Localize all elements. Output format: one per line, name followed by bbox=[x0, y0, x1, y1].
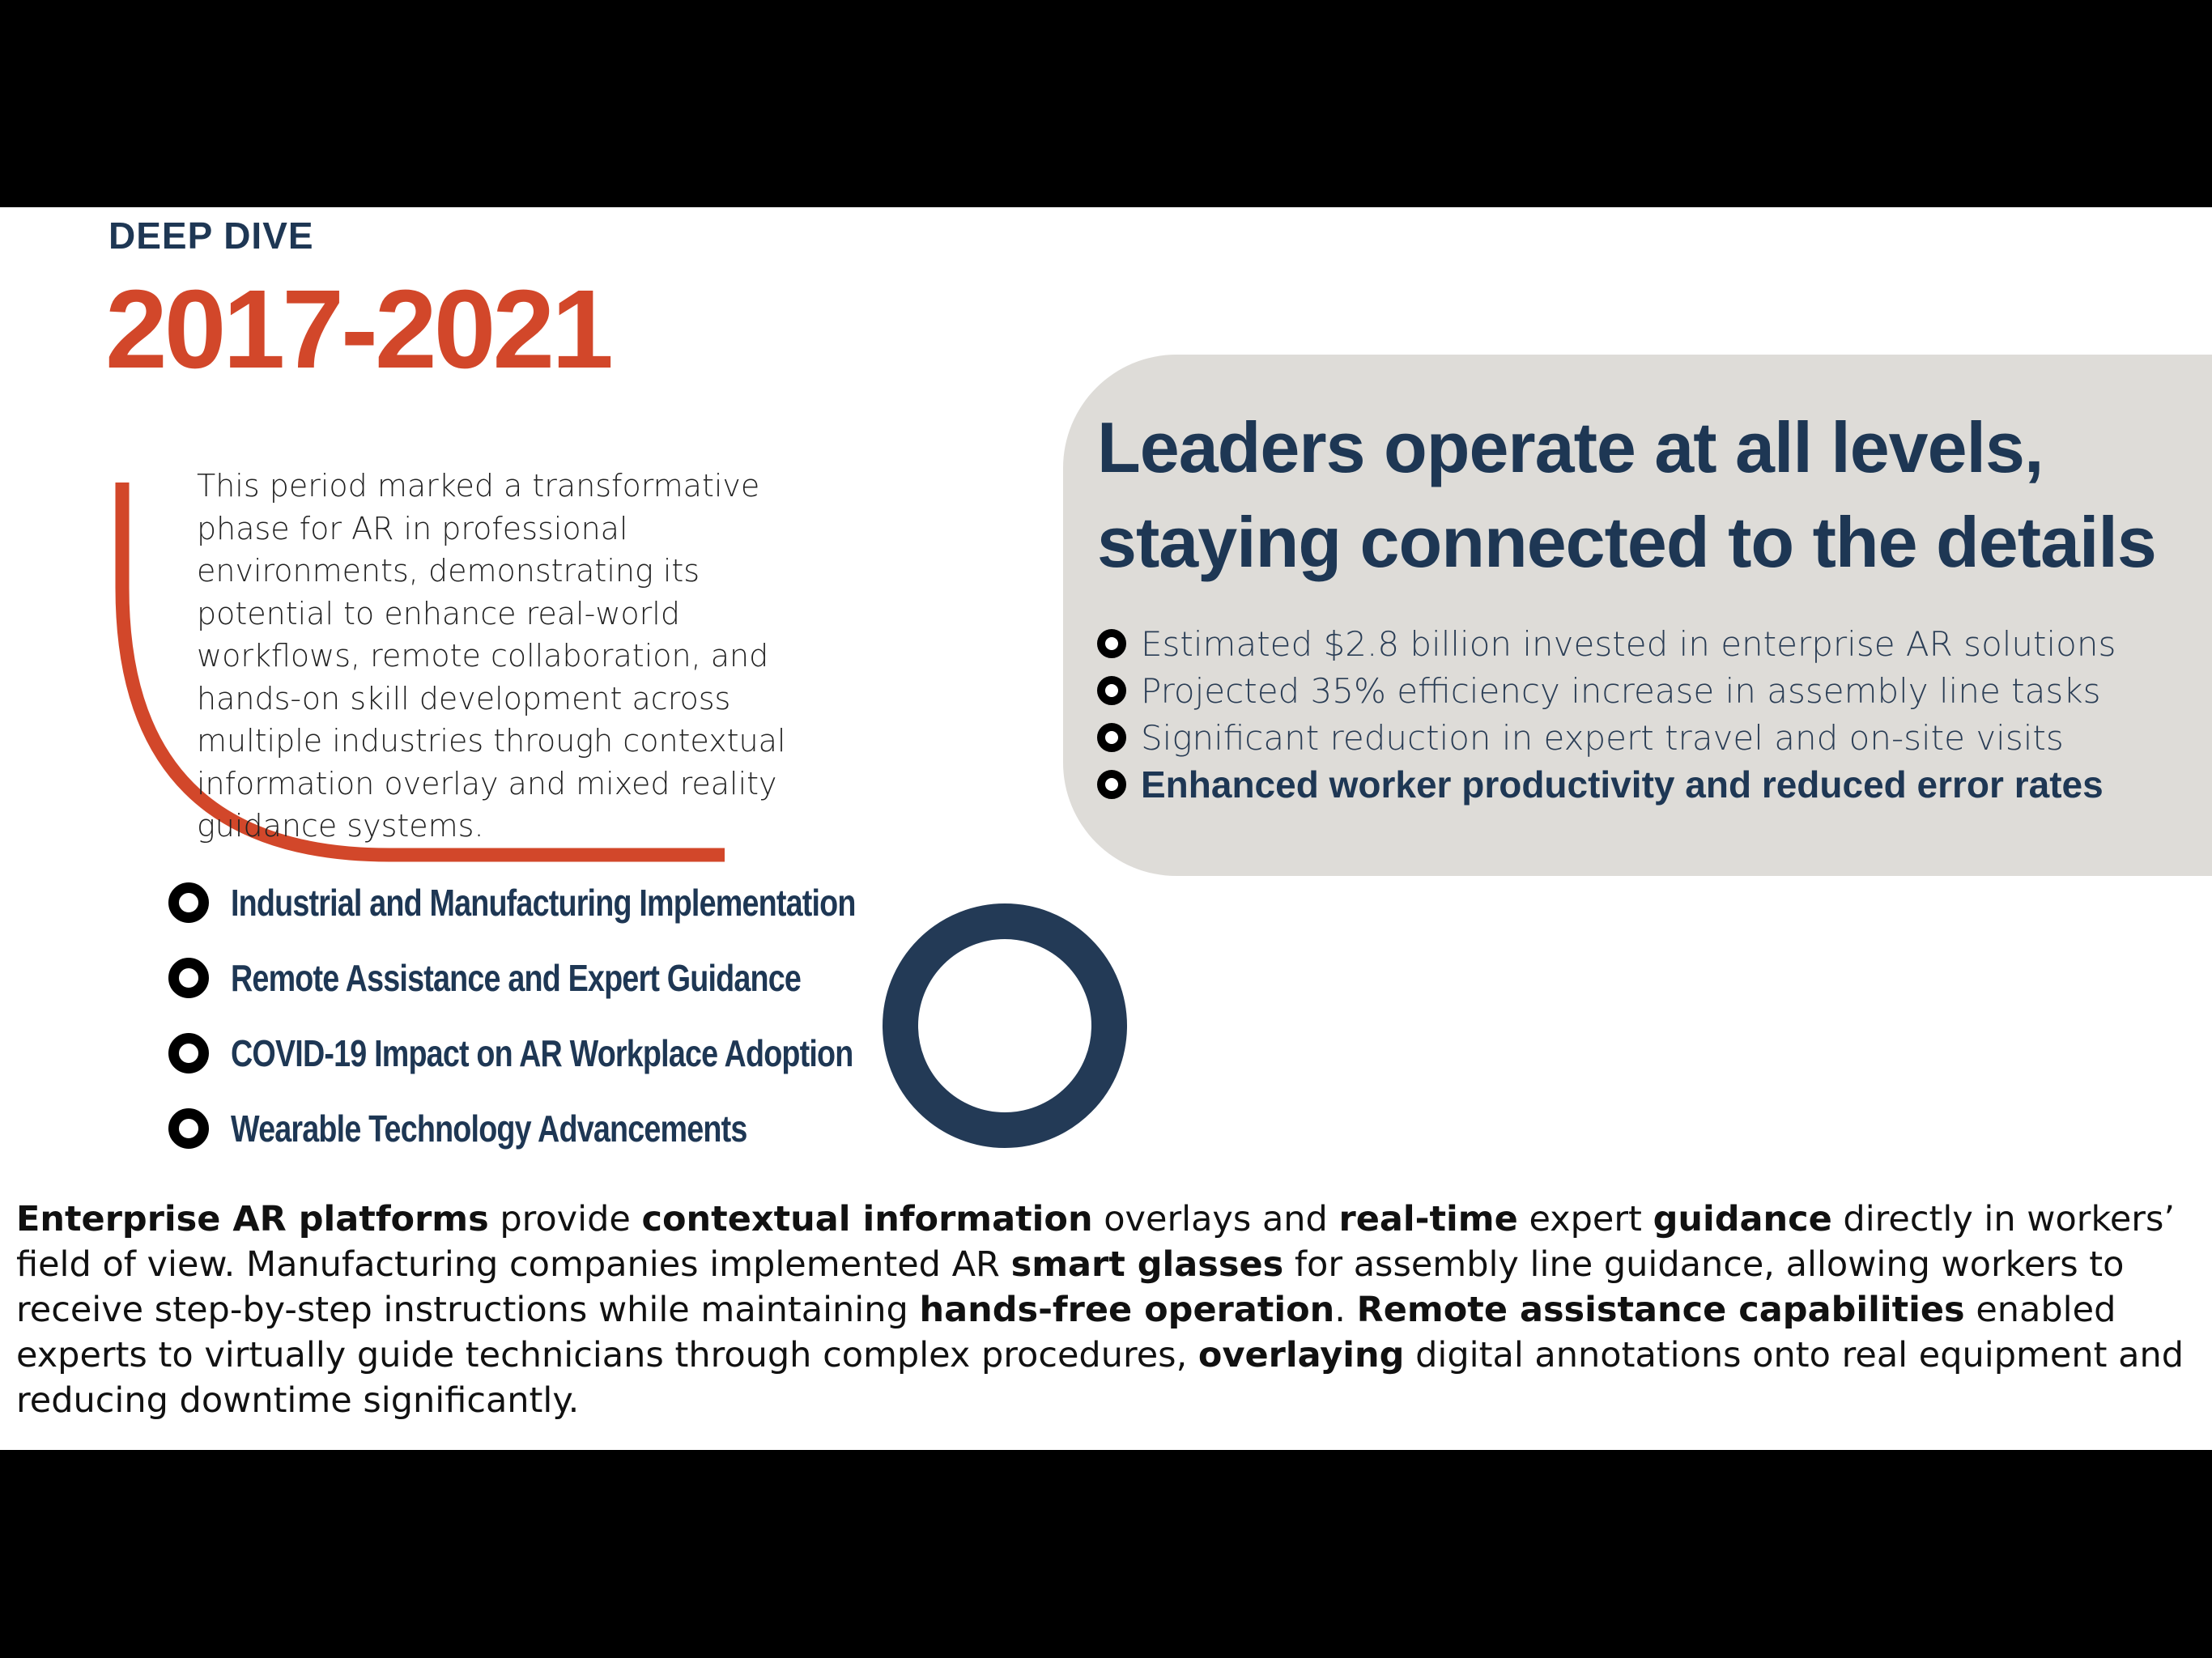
topic-label: Remote Assistance and Expert Guidance bbox=[231, 956, 802, 999]
stat-text: Estimated $2.8 billion invested in enterprise AR solutions bbox=[1141, 623, 2116, 664]
ring-bullet-icon bbox=[168, 1108, 209, 1149]
topic-item bbox=[168, 1090, 993, 1166]
emphasis: Enterprise AR platforms bbox=[16, 1199, 489, 1239]
section-kicker: DEEP DIVE bbox=[108, 215, 314, 257]
stat-item bbox=[1097, 761, 2116, 808]
body-text: directly in workers’ field of view. Manufacturing companies implemented AR bbox=[16, 1199, 2176, 1285]
stat-item bbox=[1097, 714, 2116, 761]
topic-item bbox=[168, 940, 993, 1015]
emphasis: smart glasses bbox=[1010, 1244, 1284, 1285]
headline-line: staying connected to the details bbox=[1097, 502, 2156, 582]
stats-list bbox=[1097, 620, 2116, 808]
body-text: provide bbox=[488, 1199, 642, 1239]
stat-text: Enhanced worker productivity and reduced error rates bbox=[1141, 763, 2104, 806]
decorative-ring bbox=[883, 903, 1127, 1148]
body-text: . bbox=[1334, 1290, 1357, 1330]
body-text: enabled experts to virtually guide technicians through complex procedures, bbox=[16, 1290, 2116, 1375]
emphasis: Remote assistance capabilities bbox=[1356, 1290, 1965, 1330]
emphasis: contextual information bbox=[641, 1199, 1093, 1239]
panel-headline bbox=[1097, 400, 2182, 589]
body-text: for assembly line guidance, allowing workers to receive step-by-step instructions while maintaining bbox=[16, 1244, 2125, 1330]
body-paragraph bbox=[16, 1197, 2194, 1423]
emphasis: guidance bbox=[1653, 1199, 1832, 1239]
stat-item bbox=[1097, 620, 2116, 667]
stat-item bbox=[1097, 667, 2116, 714]
infographic-slide bbox=[0, 207, 2212, 1450]
stat-text: Projected 35% efficiency increase in assembly line tasks bbox=[1141, 670, 2101, 711]
headline-line: Leaders operate at all levels, bbox=[1097, 407, 2044, 487]
topic-label: COVID-19 Impact on AR Workplace Adoption bbox=[231, 1031, 853, 1074]
ring-bullet-icon bbox=[168, 882, 209, 923]
ring-bullet-icon bbox=[1097, 676, 1126, 705]
intro-paragraph: This period marked a transformative phase for AR in professional environments, demonstrating its potential to enhance real-world workflows, remote collaboration, and hands-on skill development across multiple industries through contextual information overlay and mixed reality guidance systems. bbox=[197, 468, 786, 844]
ring-bullet-icon bbox=[168, 958, 209, 998]
topic-item bbox=[168, 1015, 993, 1090]
stat-text: Significant reduction in expert travel and on-site visits bbox=[1141, 717, 2064, 758]
topic-label: Industrial and Manufacturing Implementation bbox=[231, 881, 856, 924]
body-text: digital annotations onto real equipment and reducing downtime significantly. bbox=[16, 1335, 2184, 1421]
ring-bullet-icon bbox=[1097, 723, 1126, 752]
year-range-title: 2017-2021 bbox=[105, 267, 610, 392]
emphasis: hands-free operation bbox=[919, 1290, 1335, 1330]
topic-list bbox=[168, 865, 993, 1166]
ring-bullet-icon bbox=[1097, 629, 1126, 658]
topic-item bbox=[168, 865, 993, 940]
body-text: overlays and bbox=[1092, 1199, 1339, 1239]
body-text: expert bbox=[1517, 1199, 1653, 1239]
topic-label: Wearable Technology Advancements bbox=[231, 1107, 747, 1150]
emphasis: overlaying bbox=[1197, 1335, 1405, 1375]
ring-bullet-icon bbox=[168, 1033, 209, 1073]
ring-bullet-icon bbox=[1097, 770, 1126, 799]
emphasis: real-time bbox=[1338, 1199, 1518, 1239]
